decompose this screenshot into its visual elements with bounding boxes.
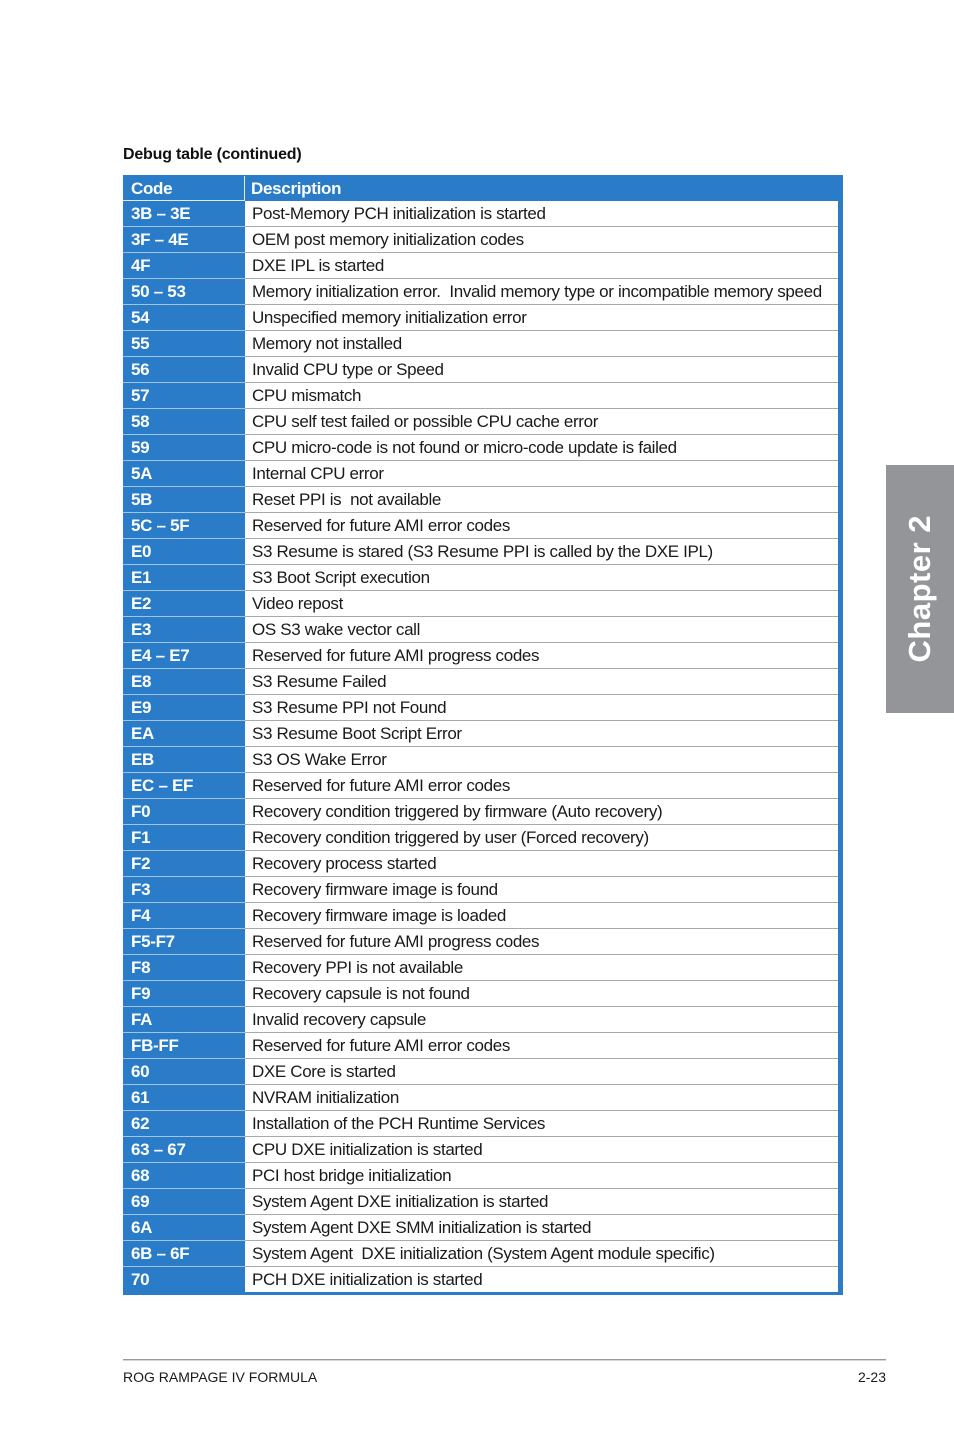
code-cell: 6B – 6F	[123, 1240, 245, 1266]
table-row	[123, 746, 838, 772]
description-cell: Reserved for future AMI error codes	[245, 1032, 838, 1058]
table-row	[123, 798, 838, 824]
footer-product-name: ROG RAMPAGE IV FORMULA	[123, 1369, 318, 1385]
chapter-side-tab	[886, 465, 954, 713]
code-cell: EC – EF	[123, 772, 245, 798]
description-cell: Installation of the PCH Runtime Services	[245, 1110, 838, 1136]
code-cell: 55	[123, 330, 245, 356]
table-row	[123, 304, 838, 330]
code-cell: F2	[123, 850, 245, 876]
description-cell: S3 Resume Boot Script Error	[245, 720, 838, 746]
description-cell: CPU self test failed or possible CPU cache error	[245, 408, 838, 434]
code-cell: F0	[123, 798, 245, 824]
description-cell: CPU DXE initialization is started	[245, 1136, 838, 1162]
code-column-header: Code	[123, 176, 245, 200]
table-row	[123, 694, 838, 720]
table-row	[123, 330, 838, 356]
code-cell: F9	[123, 980, 245, 1006]
description-cell: NVRAM initialization	[245, 1084, 838, 1110]
code-cell: FA	[123, 1006, 245, 1032]
code-cell: 3B – 3E	[123, 200, 245, 226]
description-cell: Invalid CPU type or Speed	[245, 356, 838, 382]
footer-divider	[123, 1359, 886, 1361]
description-cell: Recovery capsule is not found	[245, 980, 838, 1006]
code-cell: 5A	[123, 460, 245, 486]
table-row	[123, 564, 838, 590]
table-row	[123, 1084, 838, 1110]
code-cell: 68	[123, 1162, 245, 1188]
code-cell: 61	[123, 1084, 245, 1110]
code-cell: EA	[123, 720, 245, 746]
table-row	[123, 278, 838, 304]
description-cell: PCI host bridge initialization	[245, 1162, 838, 1188]
description-cell: Recovery firmware image is loaded	[245, 902, 838, 928]
code-cell: 70	[123, 1266, 245, 1292]
footer-page-number: 2-23	[857, 1369, 886, 1385]
description-cell: System Agent DXE SMM initialization is started	[245, 1214, 838, 1240]
table-row	[123, 460, 838, 486]
table-row	[123, 1032, 838, 1058]
code-cell: F5-F7	[123, 928, 245, 954]
description-cell: Invalid recovery capsule	[245, 1006, 838, 1032]
code-cell: 58	[123, 408, 245, 434]
table-row	[123, 434, 838, 460]
code-cell: 60	[123, 1058, 245, 1084]
table-row	[123, 1058, 838, 1084]
table-row	[123, 1006, 838, 1032]
code-cell: 54	[123, 304, 245, 330]
description-cell: Reset PPI is not available	[245, 486, 838, 512]
description-column-header: Description	[251, 179, 342, 198]
table-row	[123, 1110, 838, 1136]
description-cell: Reserved for future AMI error codes	[245, 772, 838, 798]
code-cell: 62	[123, 1110, 245, 1136]
description-cell: S3 Resume PPI not Found	[245, 694, 838, 720]
code-cell: 69	[123, 1188, 245, 1214]
code-cell: E3	[123, 616, 245, 642]
description-cell: Video repost	[245, 590, 838, 616]
description-cell: OEM post memory initialization codes	[245, 226, 838, 252]
chapter-side-tab-label: Chapter 2	[902, 515, 937, 663]
table-row	[123, 1188, 838, 1214]
code-cell: 63 – 67	[123, 1136, 245, 1162]
description-cell: Unspecified memory initialization error	[245, 304, 838, 330]
code-cell: 3F – 4E	[123, 226, 245, 252]
table-header-row	[123, 176, 838, 200]
table-row	[123, 408, 838, 434]
description-cell: Recovery firmware image is found	[245, 876, 838, 902]
description-cell: Reserved for future AMI progress codes	[245, 642, 838, 668]
description-cell: Reserved for future AMI error codes	[245, 512, 838, 538]
table-row	[123, 1240, 838, 1266]
code-cell: 6A	[123, 1214, 245, 1240]
table-row	[123, 1162, 838, 1188]
code-cell: E0	[123, 538, 245, 564]
table-row	[123, 1214, 838, 1240]
table-row	[123, 200, 838, 226]
table-row	[123, 668, 838, 694]
table-row	[123, 876, 838, 902]
description-cell: S3 OS Wake Error	[245, 746, 838, 772]
description-cell: OS S3 wake vector call	[245, 616, 838, 642]
table-row	[123, 824, 838, 850]
description-cell: Reserved for future AMI progress codes	[245, 928, 838, 954]
table-row	[123, 616, 838, 642]
table-row	[123, 486, 838, 512]
code-cell: F8	[123, 954, 245, 980]
code-cell: E1	[123, 564, 245, 590]
code-cell: 50 – 53	[123, 278, 245, 304]
table-row	[123, 1266, 838, 1292]
table-row	[123, 356, 838, 382]
table-row	[123, 954, 838, 980]
code-cell: FB-FF	[123, 1032, 245, 1058]
description-cell: Recovery PPI is not available	[245, 954, 838, 980]
code-cell: 59	[123, 434, 245, 460]
table-row	[123, 1136, 838, 1162]
code-cell: E4 – E7	[123, 642, 245, 668]
table-row	[123, 850, 838, 876]
code-cell: 56	[123, 356, 245, 382]
code-cell: 5B	[123, 486, 245, 512]
table-row	[123, 642, 838, 668]
table-row	[123, 226, 838, 252]
description-cell: DXE IPL is started	[245, 252, 838, 278]
table-row	[123, 902, 838, 928]
code-cell: 5C – 5F	[123, 512, 245, 538]
description-cell: DXE Core is started	[245, 1058, 838, 1084]
debug-table	[123, 175, 843, 1295]
description-cell: Recovery condition triggered by firmware (Auto recovery)	[245, 798, 838, 824]
table-row	[123, 538, 838, 564]
description-cell: S3 Resume Failed	[245, 668, 838, 694]
code-cell: EB	[123, 746, 245, 772]
description-cell: CPU mismatch	[245, 382, 838, 408]
table-row	[123, 980, 838, 1006]
code-cell: F1	[123, 824, 245, 850]
code-cell: 57	[123, 382, 245, 408]
description-cell: Recovery process started	[245, 850, 838, 876]
description-cell: S3 Boot Script execution	[245, 564, 838, 590]
code-cell: E8	[123, 668, 245, 694]
description-cell: CPU micro-code is not found or micro-code update is failed	[245, 434, 838, 460]
description-cell: Recovery condition triggered by user (Forced recovery)	[245, 824, 838, 850]
code-cell: E9	[123, 694, 245, 720]
table-row	[123, 928, 838, 954]
table-row	[123, 772, 838, 798]
code-cell: F4	[123, 902, 245, 928]
table-row	[123, 512, 838, 538]
description-cell: Internal CPU error	[245, 460, 838, 486]
code-cell: E2	[123, 590, 245, 616]
description-cell: PCH DXE initialization is started	[245, 1266, 838, 1292]
description-cell: Memory not installed	[245, 330, 838, 356]
table-title: Debug table (continued)	[123, 146, 302, 163]
table-row	[123, 720, 838, 746]
description-cell: S3 Resume is stared (S3 Resume PPI is called by the DXE IPL)	[245, 538, 838, 564]
code-cell: F3	[123, 876, 245, 902]
table-body	[123, 200, 838, 1292]
table-row	[123, 590, 838, 616]
description-cell: Memory initialization error. Invalid memory type or incompatible memory speed	[245, 278, 838, 304]
description-cell: Post-Memory PCH initialization is started	[245, 200, 838, 226]
table-row	[123, 382, 838, 408]
code-cell: 4F	[123, 252, 245, 278]
description-cell: System Agent DXE initialization is started	[245, 1188, 838, 1214]
description-cell: System Agent DXE initialization (System Agent module specific)	[245, 1240, 838, 1266]
table-row	[123, 252, 838, 278]
